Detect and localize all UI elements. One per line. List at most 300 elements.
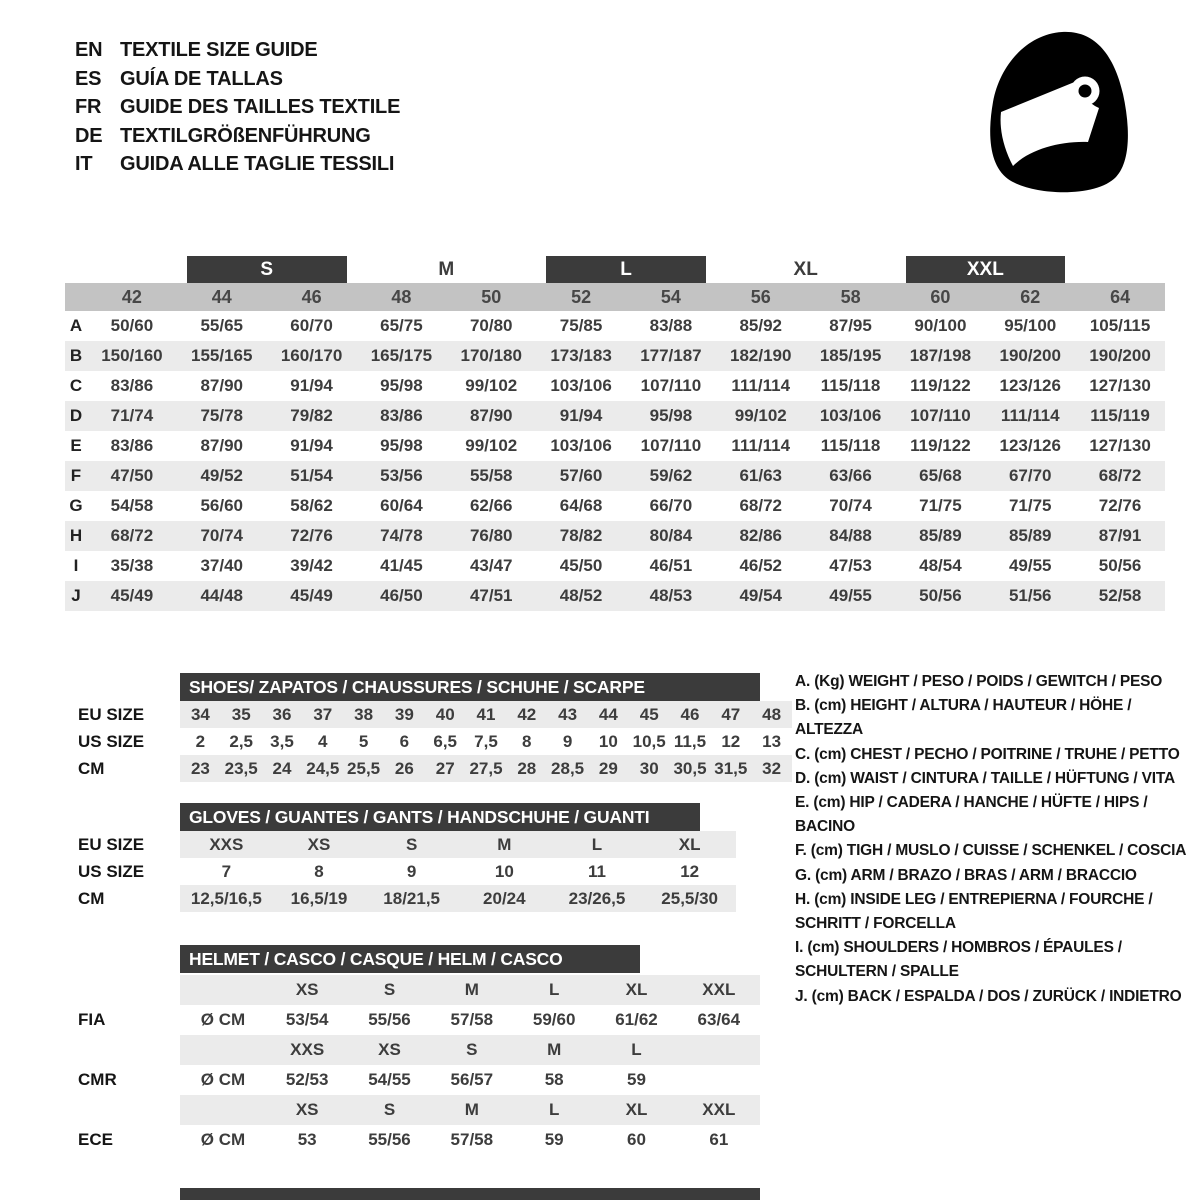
shoes-value: 11,5 [673, 732, 707, 751]
measurement-row-g [65, 491, 1165, 521]
racing-helmet-icon [982, 28, 1134, 196]
guide-title: TEXTILGRÖßENFÜHRUNG [120, 124, 371, 147]
gloves-value: 9 [406, 862, 417, 881]
helmet-size-label: L [631, 1040, 642, 1059]
language-title-list [75, 36, 400, 179]
shoes-row-us-size [65, 728, 792, 755]
size-group-label-s: S [187, 256, 347, 283]
measurement-legend [795, 670, 1200, 1009]
row-letter: B [69, 346, 83, 365]
gloves-row-cm [65, 885, 736, 912]
helmet-size-label: M [464, 1100, 479, 1119]
measurement-value: 87/91 [1098, 526, 1142, 545]
shoes-value: 46 [680, 705, 700, 724]
shoes-value: 39 [394, 705, 414, 724]
measurement-value: 65/75 [380, 316, 423, 335]
measurement-value: 66/70 [649, 496, 693, 515]
measurement-value: 95/98 [649, 406, 693, 425]
measurement-value: 46/50 [380, 586, 423, 605]
row-letter: G [69, 496, 83, 515]
legend-item: D. (cm) WAIST / CINTURA / TAILLE / HÜFTUNG / VITA [795, 769, 1175, 787]
helmet-sizes-row-spacer [65, 1035, 180, 1065]
helmet-standard-label: FIA [78, 1010, 106, 1029]
helmet-size-label: L [548, 1100, 560, 1119]
legend-item: E. (cm) HIP / CADERA / HANCHE / HÜFTE / HIPS / BACINO [795, 794, 1148, 836]
gloves-value: 23/26,5 [568, 889, 626, 908]
measurement-value: 111/114 [731, 376, 791, 395]
shoes-value: 27 [435, 759, 455, 778]
measurement-value: 119/122 [910, 436, 971, 455]
size-group-label-xxl: XXL [906, 256, 1066, 283]
helmet-sizes-row-ece [65, 1095, 760, 1125]
measurement-value: 51/54 [290, 466, 333, 485]
helmet-unit-spacer [180, 975, 266, 1005]
shoes-value: 43 [558, 705, 578, 724]
measurement-value: 127/130 [1089, 436, 1151, 455]
gloves-value: M [497, 835, 512, 854]
helmet-value: 61 [709, 1130, 729, 1149]
legend-item: A. (Kg) WEIGHT / PESO / POIDS / GEWITCH / PESO [795, 673, 1163, 690]
measurement-value: 47/51 [469, 586, 513, 605]
helmet-value: 59/60 [532, 1010, 576, 1029]
measurement-value: 52/58 [1098, 586, 1142, 605]
measurement-value: 70/74 [200, 526, 244, 545]
helmet-standard-label: ECE [78, 1130, 113, 1149]
measurement-value: 115/118 [820, 376, 881, 395]
language-code: IT [75, 153, 93, 175]
measurement-value: 56/60 [200, 496, 244, 515]
measurement-value: 71/75 [919, 496, 962, 515]
shoes-value: 30 [639, 759, 659, 778]
measurement-value: 82/86 [739, 526, 783, 545]
helmet-sizes-row-spacer [65, 1095, 180, 1125]
shoes-value: 3,5 [270, 732, 294, 751]
measurement-value: 64/68 [559, 496, 603, 515]
shoes-value: 26 [394, 759, 414, 778]
measurement-value: 107/110 [910, 406, 971, 425]
measurement-value: 190/200 [999, 346, 1061, 365]
guide-title: GUIDE DES TAILLES TEXTILE [120, 96, 401, 118]
measurement-value: 99/102 [465, 436, 518, 455]
shoes-value: 28,5 [551, 759, 585, 778]
measurement-value: 63/66 [829, 466, 872, 485]
shoes-row-cm [65, 755, 792, 782]
helmet-value: 59 [544, 1130, 564, 1149]
helmet-value: 57/58 [450, 1130, 494, 1149]
measurement-value: 55/65 [200, 316, 244, 335]
gloves-row-label: CM [78, 889, 105, 908]
shoes-value: 38 [354, 705, 374, 724]
measurement-value: 107/110 [640, 376, 702, 395]
row-letter: A [69, 316, 83, 335]
size-column-header: 48 [391, 286, 412, 307]
measurement-value: 50/56 [1098, 556, 1142, 575]
shoes-value: 28 [517, 759, 537, 778]
language-code: FR [75, 96, 102, 118]
measurement-value: 60/70 [290, 316, 333, 335]
measurement-value: 37/40 [200, 556, 244, 575]
gloves-row-label: EU SIZE [78, 835, 145, 854]
gloves-row-values [180, 885, 736, 912]
measurement-value: 72/76 [1098, 496, 1142, 515]
measurement-value: 185/195 [819, 346, 882, 365]
helmet-standard-values [180, 1125, 760, 1155]
measurement-value: 87/95 [829, 316, 872, 335]
legend-item: H. (cm) INSIDE LEG / ENTREPIERNA / FOURCHE / SCHRITT / FORCELLA [795, 890, 1153, 933]
size-column-header: 60 [930, 286, 951, 307]
helmet-size-label: XL [625, 980, 648, 999]
measurement-value: 76/80 [469, 526, 513, 545]
measurement-value: 115/118 [820, 436, 881, 455]
measurement-value: 49/52 [200, 466, 244, 485]
size-column-header: 62 [1020, 286, 1041, 307]
helmet-unit-label: Ø CM [200, 1130, 246, 1149]
measurement-value: 78/82 [559, 526, 603, 545]
gloves-row-values [180, 858, 736, 885]
measurement-value: 84/88 [829, 526, 872, 545]
measurement-value: 87/90 [469, 406, 513, 425]
measurement-row-d [65, 401, 1165, 431]
measurement-value: 74/78 [380, 526, 423, 545]
helmet-size-label: M [464, 980, 479, 999]
measurement-value: 105/115 [1089, 316, 1151, 335]
size-column-header: 58 [840, 286, 861, 307]
helmet-standard-values [180, 1065, 760, 1095]
gloves-value: XL [678, 835, 701, 854]
measurement-value: 95/98 [380, 376, 423, 395]
shoes-value: 23 [190, 759, 210, 778]
measurement-value: 150/160 [101, 346, 163, 365]
measurement-value: 85/89 [1008, 526, 1052, 545]
measurement-value: 68/72 [739, 496, 783, 515]
size-group-label-m: M [438, 259, 455, 280]
gloves-value: 11 [588, 862, 606, 881]
measurement-value: 107/110 [640, 436, 702, 455]
gloves-table [65, 831, 736, 912]
shoes-value: 32 [762, 759, 782, 778]
measurement-value: 85/92 [739, 316, 783, 335]
helmet-unit-label: Ø CM [200, 1010, 246, 1029]
helmet-value: 59 [627, 1070, 646, 1089]
shoes-row-label: EU SIZE [78, 705, 145, 724]
helmet-standard-values [180, 1005, 760, 1035]
shoes-value: 23,5 [224, 759, 258, 778]
measurement-row-f [65, 461, 1165, 491]
measurement-row-h [65, 521, 1165, 551]
shoes-row-values [180, 701, 792, 728]
measurement-value: 70/80 [469, 316, 513, 335]
guide-title: TEXTILE SIZE GUIDE [120, 39, 318, 61]
shoes-value: 40 [435, 705, 455, 724]
shoes-value: 4 [318, 732, 328, 751]
language-code: DE [75, 124, 103, 147]
measurement-value: 182/190 [730, 346, 792, 365]
measurement-value: 83/88 [649, 316, 693, 335]
measurement-value: 35/38 [110, 556, 154, 575]
measurement-value: 48/52 [559, 586, 603, 605]
helmet-values-row-ece [65, 1125, 760, 1155]
measurement-value: 48/54 [919, 556, 962, 575]
measurement-value: 50/56 [919, 586, 962, 605]
measurement-value: 160/170 [280, 346, 343, 365]
helmet-value: 60 [627, 1130, 646, 1149]
gloves-value: XS [307, 835, 331, 854]
measurement-value: 67/70 [1008, 466, 1052, 485]
helmet-size-label: XS [378, 1040, 401, 1059]
measurement-value: 57/60 [559, 466, 603, 485]
measurement-value: 58/62 [290, 496, 333, 515]
measurement-value: 45/50 [559, 556, 603, 575]
helmet-size-label: S [383, 980, 396, 999]
language-row-de [75, 122, 400, 151]
measurement-value: 75/78 [200, 406, 244, 425]
measurement-value: 54/58 [110, 496, 154, 515]
shoes-value: 24,5 [306, 759, 340, 778]
shoes-table [65, 701, 792, 782]
measurement-value: 45/49 [290, 586, 333, 605]
shoes-value: 34 [190, 705, 210, 724]
row-letter: F [70, 466, 82, 485]
apparel-size-table [65, 252, 1165, 611]
row-letter: J [71, 586, 81, 605]
measurement-value: 99/102 [465, 376, 518, 395]
shoes-value: 10,5 [632, 732, 666, 751]
measurement-value: 90/100 [914, 316, 967, 335]
measurement-value: 111/114 [731, 436, 791, 455]
row-letter: I [73, 556, 79, 575]
row-letter: C [69, 376, 83, 395]
gloves-value: 7 [221, 862, 232, 881]
shoes-value: 30,5 [673, 759, 707, 778]
measurement-value: 39/42 [290, 556, 333, 575]
helmet-table [65, 975, 760, 1155]
size-column-header: 44 [211, 286, 232, 307]
measurement-value: 83/86 [110, 436, 154, 455]
measurement-row-i [65, 551, 1165, 581]
measurement-value: 123/126 [999, 436, 1061, 455]
measurement-value: 190/200 [1089, 346, 1151, 365]
measurement-value: 45/49 [110, 586, 154, 605]
helmet-size-label: M [547, 1040, 562, 1059]
helmet-value: 58 [544, 1070, 564, 1089]
row-letter: E [70, 436, 82, 455]
helmet-value: 53/54 [285, 1010, 329, 1029]
measurement-value: 55/58 [469, 466, 513, 485]
measurement-value: 49/55 [1008, 556, 1052, 575]
row-letter: H [69, 526, 83, 545]
measurement-value: 80/84 [649, 526, 693, 545]
gloves-value: 16,5/19 [290, 889, 348, 908]
guide-title: GUÍA DE TALLAS [120, 67, 283, 90]
shoes-value: 41 [476, 705, 496, 724]
measurement-value: 65/68 [919, 466, 962, 485]
row-letter: D [69, 406, 83, 425]
measurement-value: 46/52 [739, 556, 783, 575]
measurement-value: 115/119 [1090, 406, 1150, 425]
size-group-label-l: L [546, 256, 706, 283]
measurement-row-e [65, 431, 1165, 461]
helmet-value: 55/56 [368, 1130, 411, 1149]
measurement-rows [65, 311, 1165, 611]
size-group-label-xl: XL [793, 259, 818, 280]
shoes-section-header: SHOES/ ZAPATOS / CHAUSSURES / SCHUHE / SCARPE [180, 673, 760, 701]
shoes-value: 35 [231, 705, 251, 724]
helmet-value: 54/55 [368, 1070, 411, 1089]
shoes-value: 31,5 [714, 759, 748, 778]
shoes-value: 29 [598, 759, 618, 778]
measurement-value: 79/82 [290, 406, 333, 425]
shoes-row-label: CM [78, 759, 105, 778]
gloves-row-eu-size [65, 831, 736, 858]
measurement-value: 83/86 [110, 376, 154, 395]
gloves-value: L [591, 835, 603, 854]
measurement-value: 53/56 [380, 466, 423, 485]
measurement-value: 91/94 [290, 436, 333, 455]
helmet-section-header: HELMET / CASCO / CASQUE / HELM / CASCO [180, 945, 640, 973]
helmet-size-label: XXL [702, 1100, 736, 1119]
measurement-value: 83/86 [380, 406, 423, 425]
measurement-row-a [65, 311, 1165, 341]
gloves-value: 8 [314, 862, 324, 881]
measurement-value: 103/106 [819, 406, 882, 425]
gloves-value: XXS [209, 835, 244, 854]
legend-item: C. (cm) CHEST / PECHO / POITRINE / TRUHE / PETTO [795, 745, 1180, 763]
gloves-value: 18/21,5 [383, 889, 441, 908]
measurement-value: 127/130 [1089, 376, 1151, 395]
measurement-value: 123/126 [999, 376, 1061, 395]
gloves-row-label: US SIZE [78, 862, 145, 881]
measurement-value: 51/56 [1008, 586, 1052, 605]
helmet-size-label: XXL [702, 980, 736, 999]
shoes-value: 36 [272, 705, 292, 724]
gloves-value: 10 [494, 862, 514, 881]
size-column-header: 50 [481, 286, 502, 307]
shoes-value: 8 [522, 732, 532, 751]
helmet-sizes-row-fia [65, 975, 760, 1005]
language-code: ES [75, 67, 102, 90]
measurement-value: 87/90 [200, 376, 244, 395]
language-code: EN [75, 39, 103, 61]
measurement-row-b [65, 341, 1165, 371]
helmet-size-label: XS [295, 1100, 319, 1119]
gloves-value: 12 [680, 862, 700, 881]
gloves-row-values [180, 831, 736, 858]
helmet-sizes-row-spacer [65, 975, 180, 1005]
helmet-size-labels [180, 1095, 760, 1125]
language-row-it [75, 150, 400, 179]
shoes-value: 6,5 [433, 732, 458, 751]
measurement-value: 41/45 [380, 556, 423, 575]
helmet-standard-label: CMR [78, 1070, 117, 1089]
measurement-value: 43/47 [469, 556, 513, 575]
measurement-value: 103/106 [550, 436, 612, 455]
measurement-value: 60/64 [380, 496, 423, 515]
legend-item: B. (cm) HEIGHT / ALTURA / HAUTEUR / HÖHE / ALTEZZA [795, 697, 1132, 739]
size-column-header: 42 [121, 286, 142, 307]
size-column-header: 46 [301, 286, 322, 307]
size-column-header: 52 [571, 286, 592, 307]
measurement-value: 75/85 [559, 316, 603, 335]
measurement-row-c [65, 371, 1165, 401]
measurement-value: 47/53 [829, 556, 872, 575]
measurement-value: 44/48 [200, 586, 244, 605]
helmet-size-label: XXS [290, 1040, 325, 1059]
measurement-value: 99/102 [734, 406, 787, 425]
measurement-row-j [65, 581, 1165, 611]
helmet-unit-spacer [180, 1035, 266, 1065]
measurement-value: 85/89 [919, 526, 962, 545]
gloves-value: 25,5/30 [661, 889, 719, 908]
measurement-value: 48/53 [649, 586, 693, 605]
shoes-value: 13 [762, 732, 782, 751]
measurement-value: 170/180 [460, 346, 522, 365]
measurement-value: 155/165 [191, 346, 253, 365]
measurement-value: 71/75 [1008, 496, 1052, 515]
measurement-value: 177/187 [640, 346, 702, 365]
shoes-row-values [180, 755, 792, 782]
measurement-value: 62/66 [469, 496, 513, 515]
helmet-value: 56/57 [450, 1070, 494, 1089]
helmet-value: 63/64 [697, 1010, 741, 1029]
language-row-en [75, 36, 400, 65]
shoes-value: 37 [313, 705, 333, 724]
measurement-value: 103/106 [550, 376, 612, 395]
size-column-header: 64 [1110, 286, 1131, 307]
shoes-value: 42 [517, 705, 537, 724]
helmet-value: 57/58 [450, 1010, 494, 1029]
measurement-value: 46/51 [649, 556, 693, 575]
legend-item: J. (cm) BACK / ESPALDA / DOS / ZURÜCK / INDIETRO [795, 987, 1182, 1005]
gloves-value: 12,5/16,5 [190, 889, 262, 908]
helmet-value: 55/56 [368, 1010, 411, 1029]
helmet-size-label: L [548, 980, 560, 999]
shoes-value: 9 [562, 732, 573, 751]
helmet-values-row-cmr [65, 1065, 760, 1095]
shoes-value: 2 [195, 732, 206, 751]
measurement-value: 50/60 [110, 316, 154, 335]
size-column-header: 56 [750, 286, 771, 307]
measurement-value: 95/100 [1004, 316, 1057, 335]
helmet-value: 52/53 [285, 1070, 329, 1089]
helmet-size-labels [180, 1035, 760, 1065]
shoes-value: 25,5 [347, 759, 381, 778]
shoes-value: 48 [762, 705, 782, 724]
legend-item: G. (cm) ARM / BRAZO / BRAS / ARM / BRACCIO [795, 866, 1137, 884]
measurement-value: 61/63 [739, 466, 783, 485]
helmet-value: 53 [297, 1130, 317, 1149]
helmet-size-label: XL [625, 1100, 648, 1119]
shoes-row-eu-size [65, 701, 792, 728]
shoes-value: 12 [721, 732, 741, 751]
shoes-value: 44 [598, 705, 618, 724]
helmet-size-label: XS [295, 980, 319, 999]
gloves-row-us-size [65, 858, 736, 885]
measurement-value: 165/175 [370, 346, 433, 365]
guide-title: GUIDA ALLE TAGLIE TESSILI [120, 153, 395, 175]
helmet-size-labels [180, 975, 760, 1005]
measurement-value: 49/55 [829, 586, 872, 605]
legend-item: F. (cm) TIGH / MUSLO / CUISSE / SCHENKEL / COSCIA [795, 842, 1187, 860]
gloves-value: S [405, 835, 418, 854]
measurement-value: 111/114 [1000, 406, 1060, 425]
helmet-size-label [678, 1035, 760, 1065]
language-row-fr [75, 93, 400, 122]
measurement-value: 87/90 [200, 436, 244, 455]
cropped-next-section-bar [180, 1188, 760, 1200]
measurement-value: 47/50 [110, 466, 154, 485]
measurement-value: 68/72 [1098, 466, 1142, 485]
measurement-value: 187/198 [909, 346, 972, 365]
